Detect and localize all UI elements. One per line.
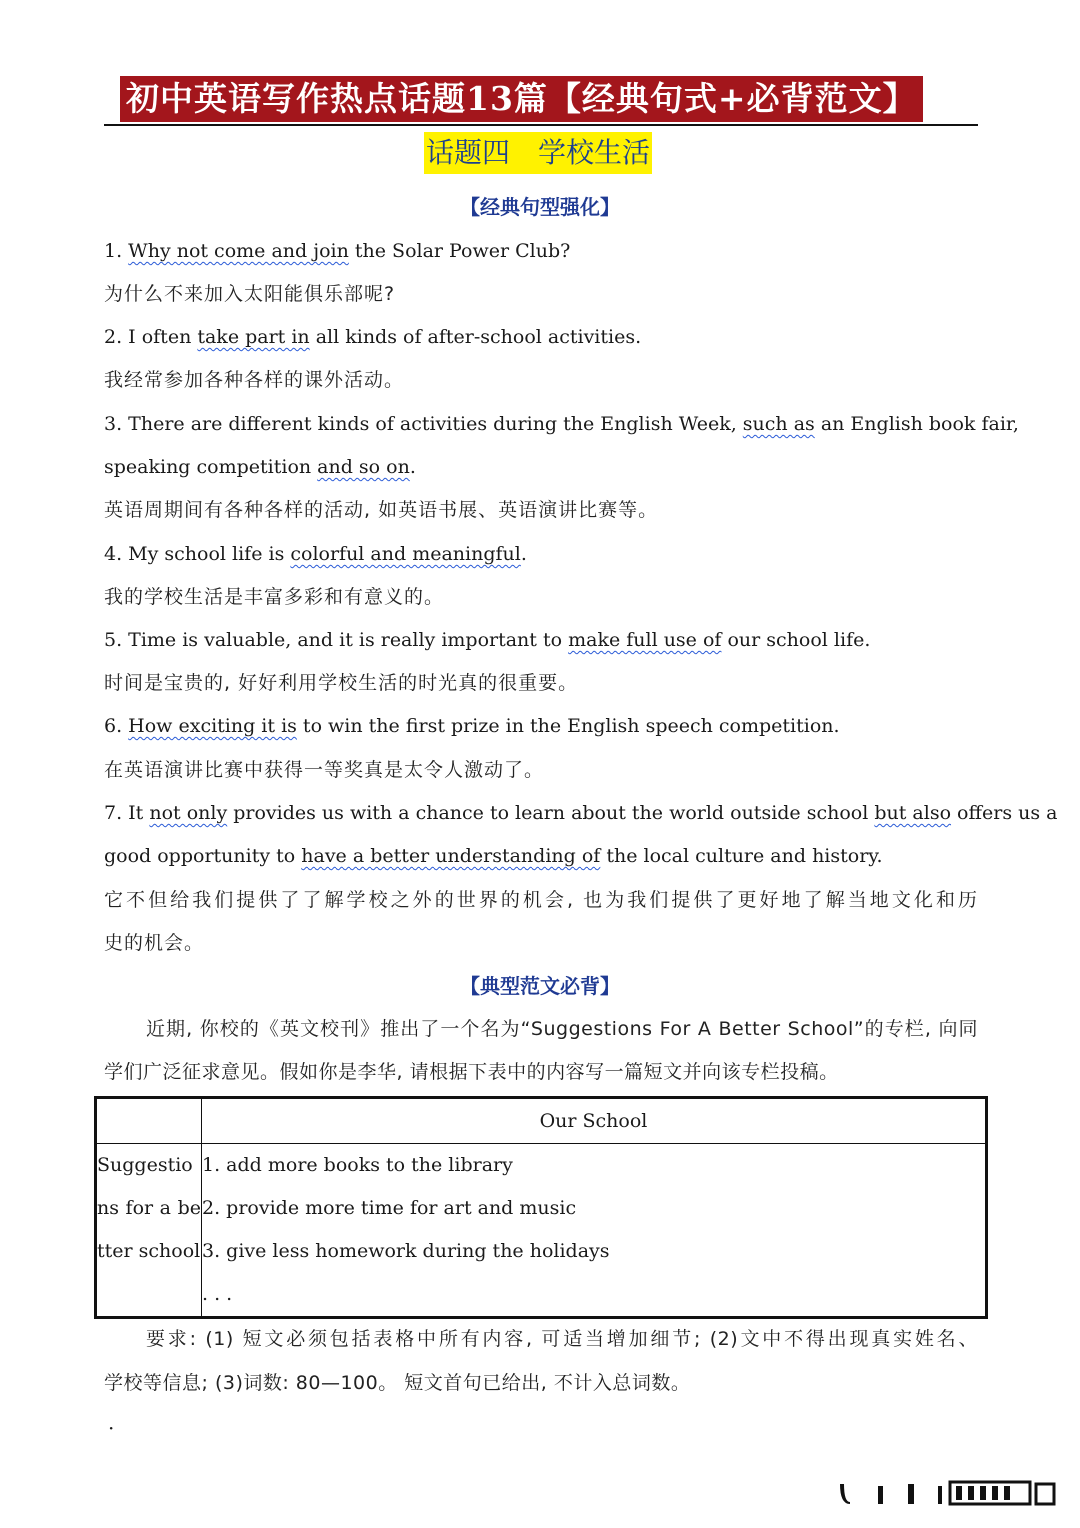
table-header: Our School bbox=[202, 1098, 987, 1144]
sentence-7-en-line2: good opportunity to have a better understanding of the local culture and history. bbox=[104, 845, 883, 867]
table-item: 3. give less homework during the holidays bbox=[202, 1240, 610, 1262]
sentence-5-zh: 时间是宝贵的, 好好利用学校生活的时光真的很重要。 bbox=[104, 672, 579, 694]
title-underline bbox=[104, 124, 978, 126]
sentence-6-en: 6. How exciting it is to win the first prize in the English speech competition. bbox=[104, 715, 840, 737]
sentence-7-zh-line2: 史的机会。 bbox=[104, 932, 205, 954]
sentence-5-en: 5. Time is valuable, and it is really important to make full use of our school life. bbox=[104, 629, 871, 651]
table-items bbox=[202, 1144, 987, 1318]
sentence-2-zh: 我经常参加各种各样的课外活动。 bbox=[104, 369, 405, 391]
section-essay-title: 【典型范文必背】 bbox=[460, 974, 620, 998]
page-toolbar-icon bbox=[838, 1480, 1058, 1506]
section-sentences-title: 【经典句型强化】 bbox=[460, 195, 620, 219]
bullet-mark: · bbox=[108, 1416, 115, 1440]
sentence-7-en-line1: 7. It not only provides us with a chance to learn about the world outside school but also offers us a bbox=[104, 802, 1058, 824]
table-row-label: Suggestions for a better school bbox=[96, 1144, 202, 1318]
table-corner-cell bbox=[96, 1098, 202, 1144]
topic-heading: 话题四 学校生活 bbox=[424, 132, 652, 174]
sentence-4-zh: 我的学校生活是丰富多彩和有意义的。 bbox=[104, 586, 445, 608]
requirement-line-2: 学校等信息; (3)词数: 80—100。 短文首句已给出, 不计入总词数。 bbox=[104, 1372, 691, 1394]
sentence-4-en: 4. My school life is colorful and meaningful. bbox=[104, 543, 527, 565]
suggestion-table bbox=[94, 1096, 988, 1319]
sentence-3-zh: 英语周期间有各种各样的活动, 如英语书展、英语演讲比赛等。 bbox=[104, 499, 659, 521]
sentence-1-zh: 为什么不来加入太阳能俱乐部呢? bbox=[104, 283, 396, 305]
title-block bbox=[104, 76, 978, 122]
sentence-6-zh: 在英语演讲比赛中获得一等奖真是太令人激动了。 bbox=[104, 759, 545, 781]
requirement-line-1: 要求: (1) 短文必须包括表格中所有内容, 可适当增加细节; (2)文中不得出现真实姓名、 bbox=[146, 1328, 978, 1350]
sentence-7-zh-line1: 它不但给我们提供了了解学校之外的世界的机会, 也为我们提供了更好地了解当地文化和历 bbox=[104, 889, 978, 911]
prompt-line-2: 学们广泛征求意见。假如你是李华, 请根据下表中的内容写一篇短文并向该专栏投稿。 bbox=[104, 1061, 839, 1083]
sentence-3-en-line2: speaking competition and so on. bbox=[104, 456, 416, 478]
table-item: 1. add more books to the library bbox=[202, 1154, 513, 1176]
page-title: 初中英语写作热点话题13篇【经典句式+必背范文】 bbox=[120, 76, 923, 122]
table-item: 2. provide more time for art and music bbox=[202, 1197, 577, 1219]
sentence-3-en-line1: 3. There are different kinds of activities during the English Week, such as an English book fair, bbox=[104, 413, 1019, 435]
sentence-2-en: 2. I often take part in all kinds of after-school activities. bbox=[104, 326, 642, 348]
table-item: . . . bbox=[202, 1283, 233, 1305]
sentence-1-en: 1. Why not come and join the Solar Power Club? bbox=[104, 240, 571, 262]
prompt-line-1: 近期, 你校的《英文校刊》推出了一个名为“Suggestions For A Better School”的专栏, 向同 bbox=[146, 1018, 978, 1040]
